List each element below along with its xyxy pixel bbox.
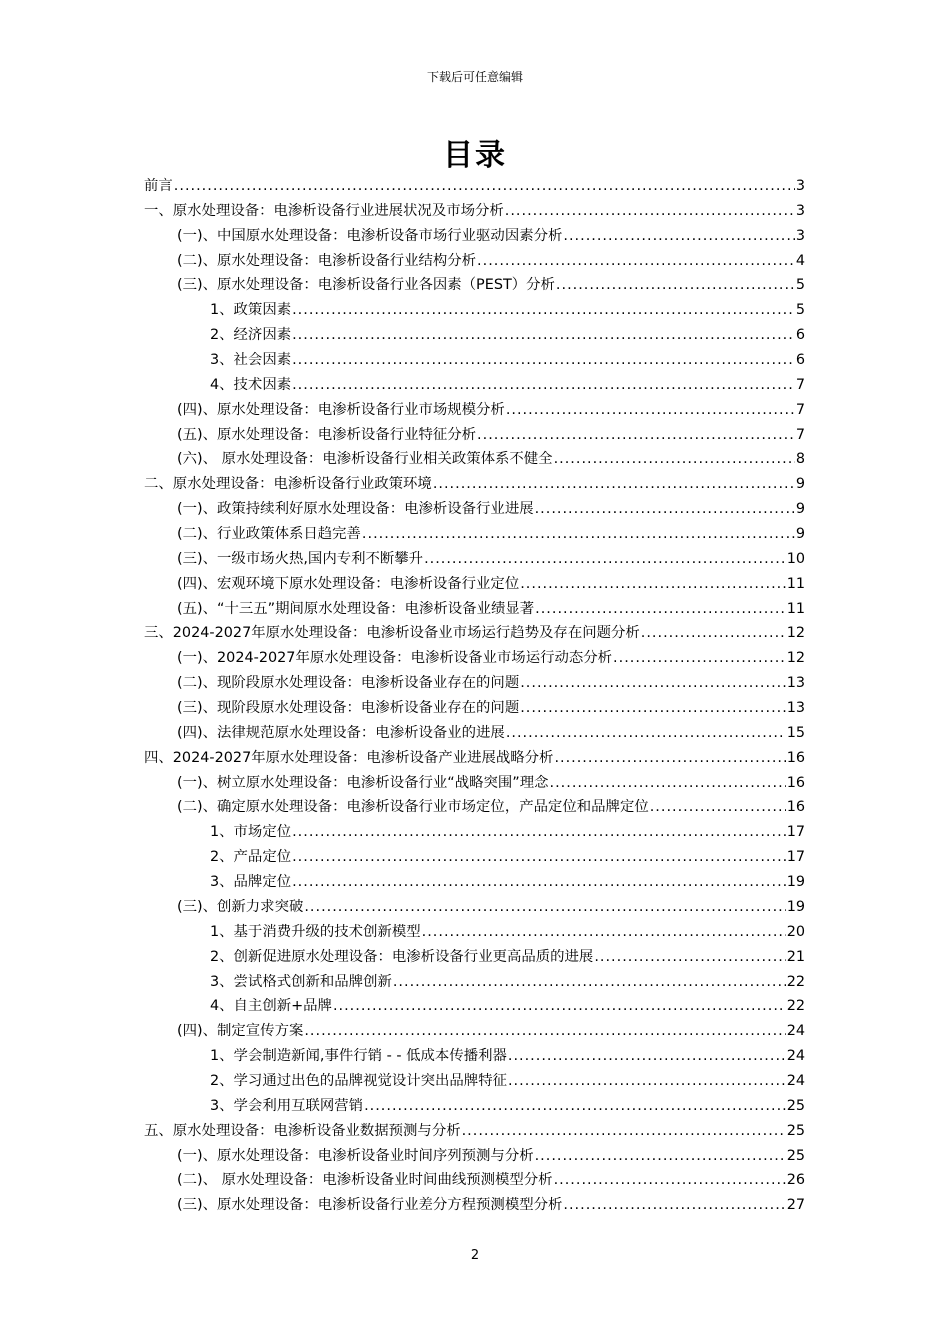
toc-entry-page: 5 (795, 302, 805, 319)
toc-dot-leader (477, 423, 795, 448)
toc-dot-leader (641, 621, 786, 646)
toc-dot-leader (422, 920, 786, 945)
toc-entry-title: (三)、原水处理设备：电渗析设备行业各因素（PEST）分析 (177, 277, 555, 294)
toc-entry-title: 五、原水处理设备：电渗析设备业数据预测与分析 (144, 1122, 461, 1139)
toc-entry-page: 25 (786, 1097, 805, 1114)
toc-entry[interactable] (144, 447, 805, 472)
toc-dot-leader (508, 1044, 786, 1069)
toc-entry-page: 17 (786, 849, 805, 866)
toc-entry-page: 7 (795, 401, 805, 418)
toc-entry-page: 12 (786, 650, 805, 667)
toc-dot-leader (433, 472, 795, 497)
toc-entry-title: 1、基于消费升级的技术创新模型 (210, 923, 421, 940)
toc-entry-title: (四)、原水处理设备：电渗析设备行业市场规模分析 (177, 401, 505, 418)
toc-dot-leader (304, 895, 785, 920)
toc-entry[interactable] (144, 398, 805, 423)
toc-entry-page: 9 (795, 476, 805, 493)
toc-entry-page: 6 (795, 352, 805, 369)
toc-entry-title: 4、自主创新+品牌 (210, 998, 332, 1015)
toc-entry-title: 2、创新促进原水处理设备：电渗析设备行业更高品质的进展 (210, 948, 594, 965)
toc-dot-leader (292, 298, 795, 323)
toc-entry[interactable] (144, 547, 805, 572)
toc-entry-title: (三)、现阶段原水处理设备：电渗析设备业存在的问题 (177, 700, 520, 717)
toc-entry[interactable] (144, 572, 805, 597)
toc-entry-title: 2、经济因素 (210, 327, 292, 344)
toc-entry-page: 24 (786, 1048, 805, 1065)
toc-entry-page: 26 (786, 1172, 805, 1189)
toc-entry[interactable] (144, 1168, 805, 1193)
toc-entry[interactable] (144, 224, 805, 249)
toc-entry-page: 19 (786, 898, 805, 915)
toc-entry[interactable] (144, 1019, 805, 1044)
toc-entry-title: (二)、原水处理设备：电渗析设备行业结构分析 (177, 252, 477, 269)
toc-entry[interactable] (144, 174, 805, 199)
toc-entry[interactable] (144, 1119, 805, 1144)
toc-dot-leader (292, 845, 786, 870)
toc-entry-title: 1、政策因素 (210, 302, 292, 319)
toc-entry-title: 4、技术因素 (210, 376, 292, 393)
toc-entry-page: 25 (786, 1147, 805, 1164)
toc-dot-leader (550, 771, 786, 796)
toc-entry[interactable] (144, 646, 805, 671)
toc-dot-leader (333, 994, 786, 1019)
toc-entry-title: 1、学会制造新闻,事件行销 - - 低成本传播利器 (210, 1048, 507, 1065)
toc-entry[interactable] (144, 497, 805, 522)
toc-dot-leader (424, 547, 786, 572)
toc-entry-page: 20 (786, 923, 805, 940)
toc-entry-title: 3、学会利用互联网营销 (210, 1097, 364, 1114)
toc-dot-leader (393, 970, 786, 995)
toc-entry[interactable] (144, 298, 805, 323)
toc-dot-leader (554, 1168, 786, 1193)
toc-entry-page: 19 (786, 874, 805, 891)
toc-entry-page: 25 (786, 1122, 805, 1139)
toc-entry-page: 24 (786, 1072, 805, 1089)
toc-dot-leader (535, 497, 795, 522)
toc-entry-page: 12 (786, 625, 805, 642)
toc-entry-title: (三)、一级市场火热,国内专利不断攀升 (177, 550, 424, 567)
toc-dot-leader (292, 373, 795, 398)
toc-dot-leader (292, 348, 795, 373)
toc-entry-page: 17 (786, 824, 805, 841)
toc-entry-page: 16 (786, 799, 805, 816)
toc-entry-page: 13 (786, 700, 805, 717)
toc-dot-leader (594, 945, 785, 970)
toc-dot-leader (535, 1144, 786, 1169)
toc-dot-leader (563, 1193, 785, 1218)
toc-entry[interactable] (144, 348, 805, 373)
toc-entry-title: (二)、确定原水处理设备：电渗析设备行业市场定位，产品定位和品牌定位 (177, 799, 649, 816)
toc-entry-page: 21 (786, 948, 805, 965)
toc-entry-title: 1、市场定位 (210, 824, 292, 841)
toc-entry[interactable] (144, 721, 805, 746)
toc-dot-leader (613, 646, 786, 671)
toc-entry-page: 24 (786, 1023, 805, 1040)
toc-entry[interactable] (144, 820, 805, 845)
toc-entry[interactable] (144, 994, 805, 1019)
toc-entry-page: 11 (786, 575, 805, 592)
toc-entry-title: (三)、创新力求突破 (177, 898, 304, 915)
toc-dot-leader (520, 696, 785, 721)
toc-entry[interactable] (144, 771, 805, 796)
toc-dot-leader (477, 249, 795, 274)
toc-dot-leader (563, 224, 794, 249)
toc-title: 目录 (443, 138, 507, 173)
toc-entry-page: 22 (786, 998, 805, 1015)
toc-entry[interactable] (144, 522, 805, 547)
toc-entry-title: (二)、行业政策体系日趋完善 (177, 526, 361, 543)
toc-entry-page: 13 (786, 675, 805, 692)
toc-entry[interactable] (144, 621, 805, 646)
toc-dot-leader (174, 174, 795, 199)
toc-entry-page: 9 (795, 501, 805, 518)
toc-dot-leader (556, 273, 795, 298)
toc-entry-title: (三)、原水处理设备：电渗析设备行业差分方程预测模型分析 (177, 1197, 563, 1214)
toc-dot-leader (535, 597, 786, 622)
toc-entry[interactable] (144, 671, 805, 696)
toc-entry[interactable] (144, 696, 805, 721)
page-number: 2 (470, 1248, 480, 1263)
toc-entry-page: 16 (786, 749, 805, 766)
toc-entry[interactable] (144, 1094, 805, 1119)
toc-entry-page: 6 (795, 327, 805, 344)
toc-entry-title: 一、原水处理设备：电渗析设备行业进展状况及市场分析 (144, 202, 504, 219)
toc-entry[interactable] (144, 795, 805, 820)
toc-entry-page: 16 (786, 774, 805, 791)
toc-dot-leader (554, 746, 785, 771)
toc-entry[interactable] (144, 845, 805, 870)
toc-dot-leader (292, 820, 786, 845)
table-of-contents (144, 174, 805, 1218)
toc-entry-title: (四)、制定宣传方案 (177, 1023, 304, 1040)
toc-dot-leader (362, 522, 795, 547)
toc-entry[interactable] (144, 273, 805, 298)
toc-entry-title: 三、2024-2027年原水处理设备：电渗析设备业市场运行趋势及存在问题分析 (144, 625, 640, 642)
toc-dot-leader (554, 447, 795, 472)
toc-entry-title: (一)、政策持续利好原水处理设备：电渗析设备行业进展 (177, 501, 534, 518)
toc-entry-page: 5 (795, 277, 805, 294)
toc-entry-page: 11 (786, 600, 805, 617)
toc-dot-leader (462, 1119, 786, 1144)
toc-entry-title: 3、尝试格式创新和品牌创新 (210, 973, 392, 990)
toc-dot-leader (520, 572, 785, 597)
toc-entry[interactable] (144, 597, 805, 622)
page-header: 下载后可任意编辑 (426, 70, 523, 84)
toc-entry[interactable] (144, 895, 805, 920)
toc-entry-page: 3 (795, 202, 805, 219)
toc-entry-title: (六)、 原水处理设备：电渗析设备行业相关政策体系不健全 (177, 451, 553, 468)
toc-dot-leader (520, 671, 785, 696)
toc-entry-title: 3、社会因素 (210, 352, 292, 369)
toc-entry[interactable] (144, 249, 805, 274)
toc-entry-page: 7 (795, 426, 805, 443)
toc-entry-title: 2、学习通过出色的品牌视觉设计突出品牌特征 (210, 1072, 507, 1089)
toc-entry-title: 四、2024-2027年原水处理设备：电渗析设备产业进展战略分析 (144, 749, 554, 766)
toc-entry-page: 15 (786, 724, 805, 741)
toc-entry[interactable] (144, 746, 805, 771)
toc-entry-page: 10 (786, 550, 805, 567)
toc-dot-leader (505, 199, 795, 224)
toc-entry[interactable] (144, 1193, 805, 1218)
toc-entry[interactable] (144, 1044, 805, 1069)
toc-entry[interactable] (144, 323, 805, 348)
toc-entry[interactable] (144, 970, 805, 995)
toc-entry-page: 7 (795, 376, 805, 393)
toc-entry-title: (二)、现阶段原水处理设备：电渗析设备业存在的问题 (177, 675, 520, 692)
toc-entry-title: (一)、树立原水处理设备：电渗析设备行业“战略突围”理念 (177, 774, 549, 791)
toc-entry-title: 2、产品定位 (210, 849, 292, 866)
toc-entry-page: 3 (795, 227, 805, 244)
toc-entry-title: (一)、中国原水处理设备：电渗析设备市场行业驱动因素分析 (177, 227, 563, 244)
toc-dot-leader (508, 1069, 786, 1094)
toc-dot-leader (304, 1019, 785, 1044)
toc-entry[interactable] (144, 920, 805, 945)
toc-dot-leader (506, 721, 786, 746)
toc-entry-title: (四)、宏观环境下原水处理设备：电渗析设备行业定位 (177, 575, 520, 592)
toc-entry[interactable] (144, 1144, 805, 1169)
toc-dot-leader (292, 323, 795, 348)
toc-entry-title: 前言 (144, 178, 173, 194)
toc-entry-title: (一)、2024-2027年原水处理设备：电渗析设备业市场运行动态分析 (177, 650, 613, 667)
toc-entry[interactable] (144, 945, 805, 970)
toc-entry-page: 3 (795, 178, 805, 194)
toc-entry[interactable] (144, 373, 805, 398)
toc-entry[interactable] (144, 199, 805, 224)
toc-entry-title: (二)、 原水处理设备：电渗析设备业时间曲线预测模型分析 (177, 1172, 553, 1189)
toc-entry-page: 9 (795, 526, 805, 543)
toc-entry-title: (五)、“十三五”期间原水处理设备：电渗析设备业绩显著 (177, 600, 535, 617)
toc-entry-title: 二、原水处理设备：电渗析设备行业政策环境 (144, 476, 432, 493)
toc-dot-leader (650, 795, 786, 820)
toc-dot-leader (506, 398, 795, 423)
toc-entry-title: 3、品牌定位 (210, 874, 292, 891)
toc-dot-leader (292, 870, 786, 895)
toc-dot-leader (364, 1094, 786, 1119)
toc-entry[interactable] (144, 870, 805, 895)
toc-entry-page: 8 (795, 451, 805, 468)
toc-entry-page: 27 (786, 1197, 805, 1214)
toc-entry[interactable] (144, 423, 805, 448)
toc-entry[interactable] (144, 1069, 805, 1094)
toc-entry-page: 22 (786, 973, 805, 990)
toc-entry-title: (一)、原水处理设备：电渗析设备业时间序列预测与分析 (177, 1147, 534, 1164)
toc-entry-title: (五)、原水处理设备：电渗析设备行业特征分析 (177, 426, 477, 443)
toc-entry-title: (四)、法律规范原水处理设备：电渗析设备业的进展 (177, 724, 505, 741)
toc-entry-page: 4 (795, 252, 805, 269)
toc-entry[interactable] (144, 472, 805, 497)
